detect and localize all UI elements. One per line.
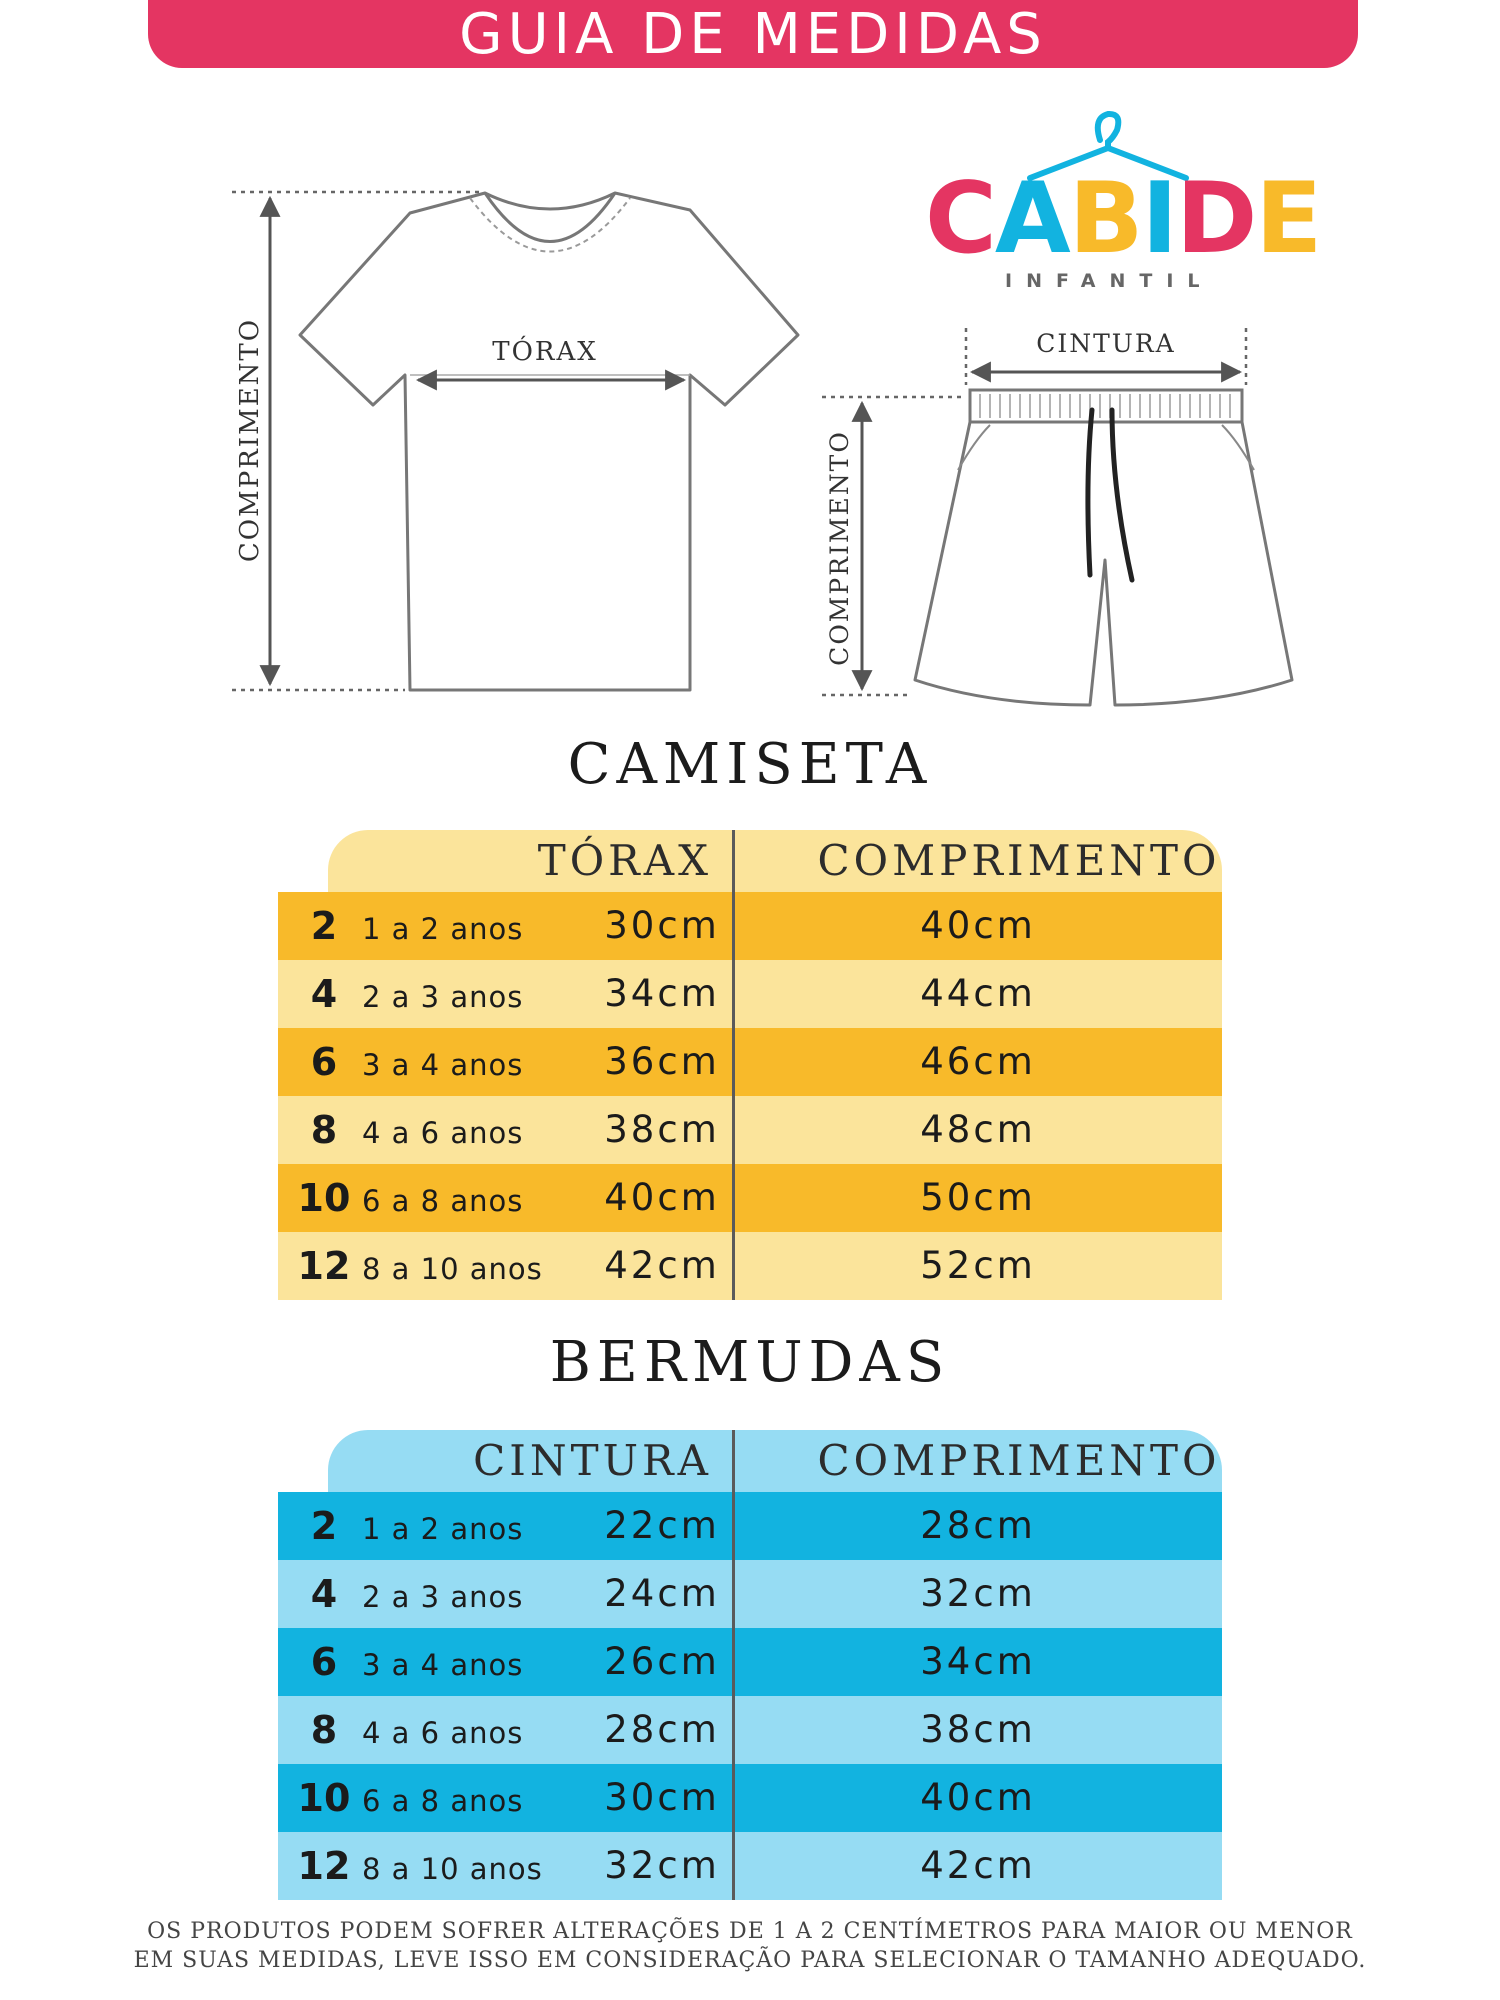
table-row — [278, 892, 1222, 960]
size-cell: 12 — [297, 1844, 351, 1888]
size-cell: 4 — [310, 1572, 338, 1616]
table-row — [278, 1028, 1222, 1096]
measure-cell: 34cm — [604, 972, 720, 1015]
table-row — [278, 1492, 1222, 1560]
length-cell: 38cm — [920, 1708, 1036, 1751]
camiseta-header-comprimento: COMPRIMENTO — [817, 836, 1221, 885]
age-cell: 1 a 2 anos — [362, 912, 524, 946]
measure-cell: 30cm — [604, 904, 720, 947]
size-cell: 12 — [297, 1244, 351, 1288]
shirt-length-label: COMPRIMENTO — [235, 317, 265, 563]
age-cell: 4 a 6 anos — [362, 1116, 524, 1150]
age-cell: 3 a 4 anos — [362, 1048, 524, 1082]
logo-letter: A — [994, 162, 1069, 276]
length-cell: 28cm — [920, 1504, 1036, 1547]
size-cell: 4 — [310, 972, 338, 1016]
tshirt-outline — [300, 193, 798, 690]
measure-cell: 36cm — [604, 1040, 720, 1083]
logo-letter: C — [925, 162, 995, 276]
measure-cell: 32cm — [604, 1844, 720, 1887]
logo-letter: B — [1068, 162, 1142, 276]
footer-note-line-2: EM SUAS MEDIDAS, LEVE ISSO EM CONSIDERAÇÃO PARA SELECIONAR O TAMANHO ADEQUADO. — [133, 1948, 1367, 1973]
camiseta-size-table — [278, 830, 1222, 1300]
length-cell: 44cm — [920, 972, 1036, 1015]
camiseta-table-header — [328, 830, 1222, 892]
measure-cell: 30cm — [604, 1776, 720, 1819]
bermudas-header-comprimento: COMPRIMENTO — [817, 1436, 1221, 1485]
footer-note — [0, 1917, 1500, 1975]
age-cell: 8 a 10 anos — [362, 1252, 543, 1286]
size-cell: 10 — [297, 1776, 351, 1820]
table-row — [278, 960, 1222, 1028]
table-row — [278, 1696, 1222, 1764]
size-cell: 2 — [310, 904, 338, 948]
age-cell: 2 a 3 anos — [362, 1580, 524, 1614]
size-cell: 2 — [310, 1504, 338, 1548]
shorts-length-label: COMPRIMENTO — [825, 430, 854, 666]
age-cell: 6 a 8 anos — [362, 1184, 524, 1218]
length-cell: 34cm — [920, 1640, 1036, 1683]
table-row — [278, 1832, 1222, 1900]
bermudas-title: BERMUDAS — [549, 1330, 951, 1395]
length-cell: 46cm — [920, 1040, 1036, 1083]
camiseta-header-torax: TÓRAX — [537, 836, 712, 885]
size-cell: 6 — [310, 1640, 338, 1684]
size-cell: 8 — [310, 1708, 338, 1752]
logo-wordmark — [925, 162, 1321, 276]
logo-letter: D — [1175, 162, 1256, 276]
length-cell: 40cm — [920, 904, 1036, 947]
footer-note-line-1: OS PRODUTOS PODEM SOFRER ALTERAÇÕES DE 1 A 2 CENTÍMETROS PARA MAIOR OU MENOR — [147, 1919, 1353, 1944]
cabide-logo — [925, 162, 1321, 292]
measure-cell: 26cm — [604, 1640, 720, 1683]
measure-cell: 38cm — [604, 1108, 720, 1151]
length-cell: 48cm — [920, 1108, 1036, 1151]
camiseta-title: CAMISETA — [567, 732, 933, 797]
bermudas-table-header — [328, 1430, 1222, 1492]
length-cell: 52cm — [920, 1244, 1036, 1287]
waist-label: CINTURA — [1036, 329, 1176, 358]
measure-cell: 24cm — [604, 1572, 720, 1615]
bermudas-header-cintura: CINTURA — [473, 1436, 712, 1485]
table-row — [278, 1096, 1222, 1164]
age-cell: 4 a 6 anos — [362, 1716, 524, 1750]
age-cell: 3 a 4 anos — [362, 1648, 524, 1682]
length-cell: 42cm — [920, 1844, 1036, 1887]
table-row — [278, 1164, 1222, 1232]
measure-cell: 40cm — [604, 1176, 720, 1219]
length-cell: 32cm — [920, 1572, 1036, 1615]
table-row — [278, 1628, 1222, 1696]
bermudas-size-table — [278, 1430, 1222, 1900]
age-cell: 2 a 3 anos — [362, 980, 524, 1014]
shorts-outline — [915, 390, 1292, 705]
chest-label: TÓRAX — [492, 337, 598, 367]
length-cell: 40cm — [920, 1776, 1036, 1819]
logo-letter: E — [1255, 162, 1321, 276]
measure-cell: 22cm — [604, 1504, 720, 1547]
page-title: GUIA DE MEDIDAS — [459, 1, 1047, 67]
measure-cell: 28cm — [604, 1708, 720, 1751]
logo-subtitle: INFANTIL — [1005, 270, 1214, 292]
size-cell: 10 — [297, 1176, 351, 1220]
size-cell: 6 — [310, 1040, 338, 1084]
measure-cell: 42cm — [604, 1244, 720, 1287]
table-row — [278, 1764, 1222, 1832]
length-cell: 50cm — [920, 1176, 1036, 1219]
age-cell: 8 a 10 anos — [362, 1852, 543, 1886]
logo-letter: I — [1141, 162, 1176, 276]
garment-diagram — [0, 0, 1500, 720]
table-row — [278, 1560, 1222, 1628]
size-cell: 8 — [310, 1108, 338, 1152]
table-row — [278, 1232, 1222, 1300]
age-cell: 1 a 2 anos — [362, 1512, 524, 1546]
age-cell: 6 a 8 anos — [362, 1784, 524, 1818]
